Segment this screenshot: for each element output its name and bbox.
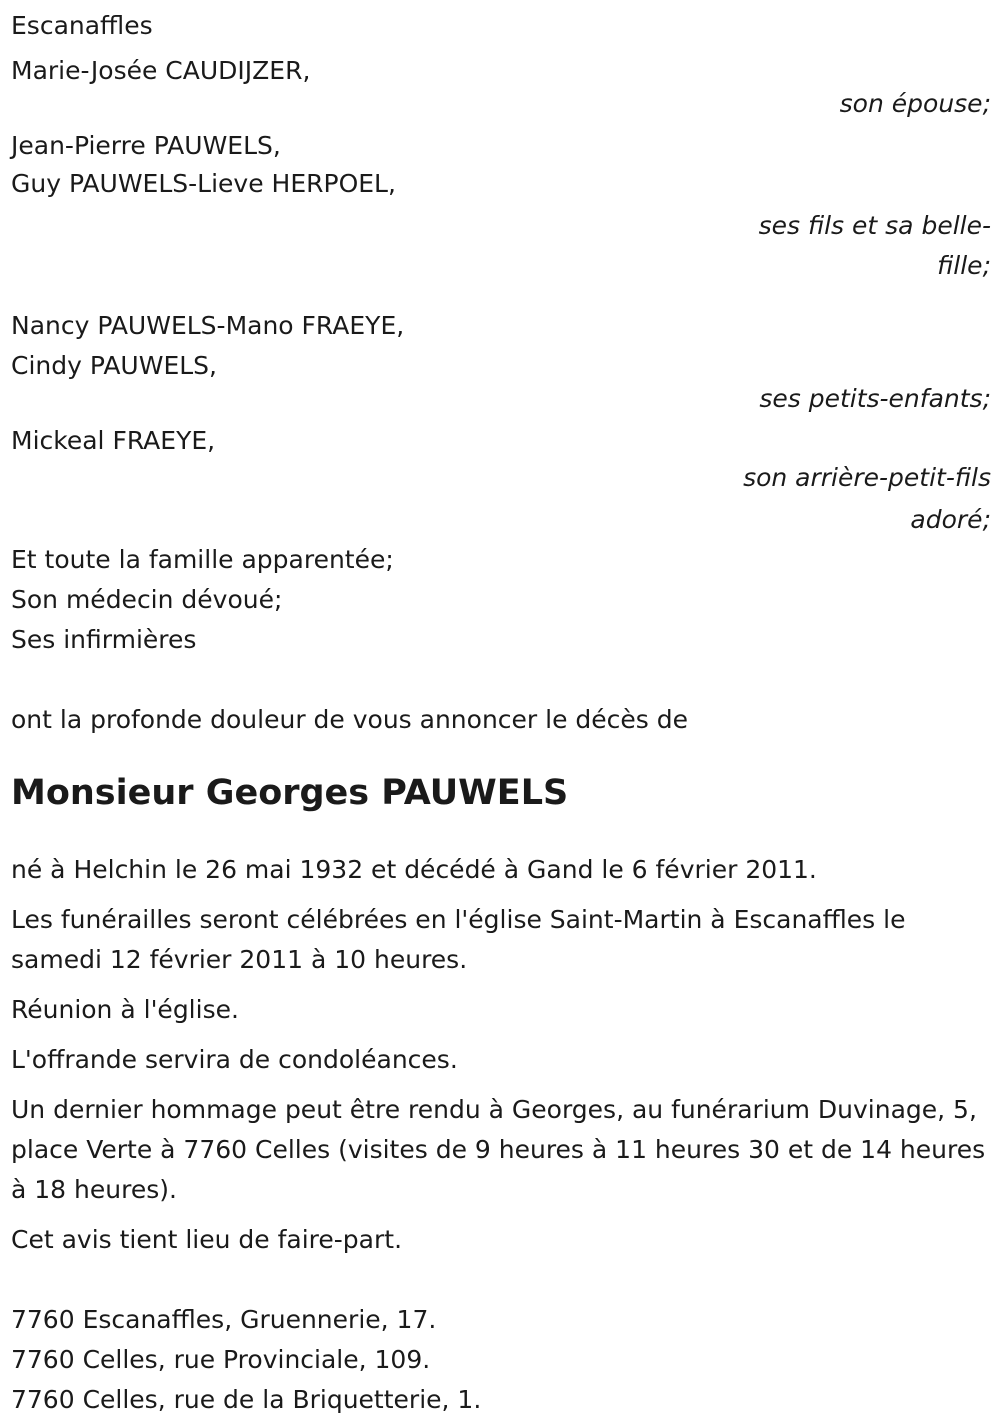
notice-info: Cet avis tient lieu de faire-part. <box>11 1225 403 1254</box>
sons-role: ses fils et sa belle- <box>758 211 991 240</box>
details <box>11 850 991 1260</box>
grandchildren-role: ses petits-enfants; <box>759 384 991 413</box>
place-name: Escanaffles <box>11 11 153 40</box>
spouse-role: son épouse; <box>839 89 991 118</box>
others-line: Et toute la famille apparentée; <box>11 545 394 574</box>
others-line: Son médecin dévoué; <box>11 585 283 614</box>
great-grandson-name: Mickeal FRAEYE, <box>11 426 216 455</box>
great-grandson-group <box>11 426 991 540</box>
great-grandson-role: adoré; <box>910 505 991 534</box>
addresses <box>11 1300 991 1420</box>
great-grandson-role: son arrière-petit-fils <box>743 463 991 492</box>
son-name: Guy PAUWELS-Lieve HERPOEL, <box>11 169 396 198</box>
grandchildren-group <box>11 306 991 412</box>
offering-info: L'offrande servira de condoléances. <box>11 1045 458 1074</box>
obituary-notice <box>11 6 991 1420</box>
others-group <box>11 540 991 660</box>
spouse-group <box>11 56 991 122</box>
announcement: ont la profonde douleur de vous annoncer le décès de <box>11 705 689 734</box>
grandchild-name: Cindy PAUWELS, <box>11 351 217 380</box>
grandchild-name: Nancy PAUWELS-Mano FRAEYE, <box>11 311 405 340</box>
birth-death: né à Helchin le 26 mai 1932 et décédé à Gand le 6 février 2011. <box>11 855 817 884</box>
deceased-name: Monsieur Georges PAUWELS <box>11 773 569 813</box>
spouse-name: Marie-Josée CAUDIJZER, <box>11 56 311 85</box>
others-line: Ses infirmières <box>11 625 197 654</box>
meeting-info: Réunion à l'église. <box>11 995 239 1024</box>
address-line: 7760 Celles, rue de la Briquetterie, 1. <box>11 1385 482 1414</box>
address-line: 7760 Escanaffles, Gruennerie, 17. <box>11 1305 437 1334</box>
sons-group <box>11 126 991 286</box>
tribute-info: Un dernier hommage peut être rendu à Georges, au funérarium Duvinage, 5, place Verte à 7760 Celles (visites de 9 heures à 11 heures 30 et de 14 heures à 18 heures). <box>11 1095 986 1204</box>
sons-role: fille; <box>937 251 991 280</box>
address-line: 7760 Celles, rue Provinciale, 109. <box>11 1345 431 1374</box>
son-name: Jean-Pierre PAUWELS, <box>11 131 281 160</box>
funeral-info: Les funérailles seront célébrées en l'église Saint-Martin à Escanaffles le samedi 12 février 2011 à 10 heures. <box>11 905 906 974</box>
